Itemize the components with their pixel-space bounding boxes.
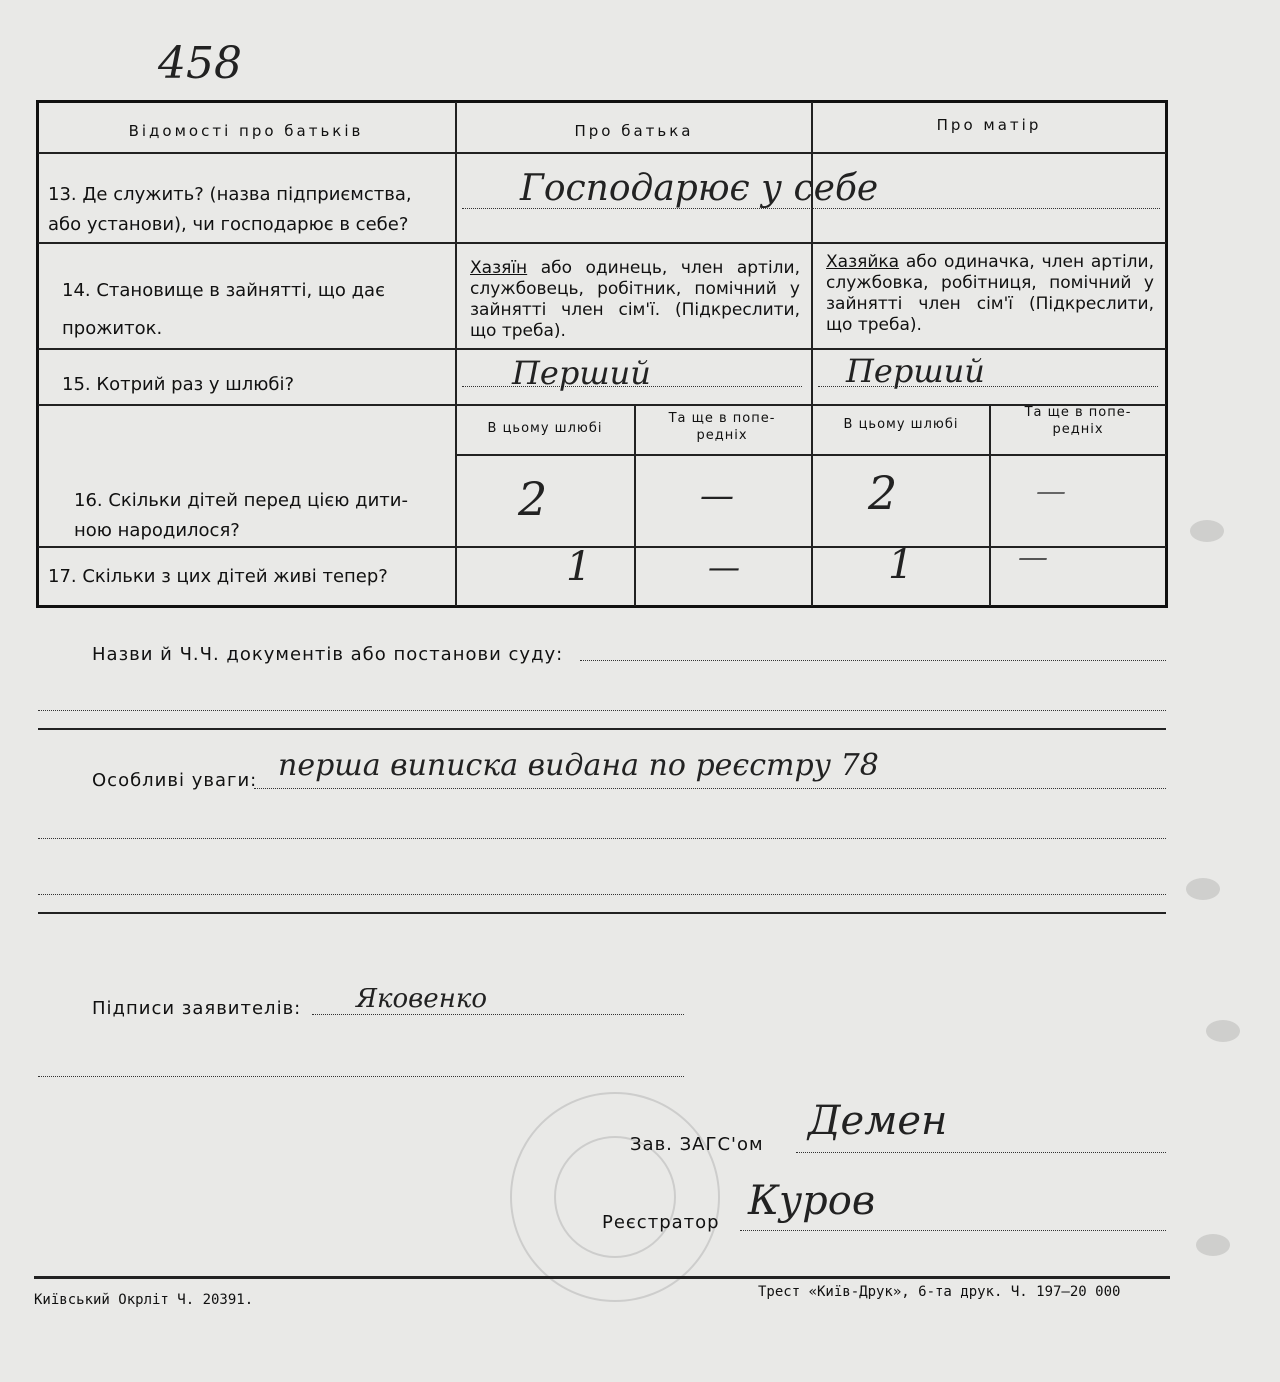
children-born-father-this: 2: [518, 472, 548, 526]
question-14: 14. Становище в зайнятті, що дає прожиток.: [62, 280, 385, 339]
children-alive-mother-previous: —: [1018, 540, 1048, 575]
punch-hole: [1196, 1234, 1230, 1256]
table-row-divider-13: [38, 242, 1166, 244]
table-subheader-divider: [457, 454, 1166, 456]
footer-right: Трест «Київ-Друк», 6-та друк. Ч. 197—20 000: [758, 1284, 1121, 1300]
table-row-divider-14: [38, 348, 1166, 350]
table-subcol-divider-2: [989, 404, 991, 606]
question-16: 16. Скільки дітей перед цією дити- ною народилося?: [74, 490, 408, 541]
signatures-line-1: [312, 1014, 684, 1015]
page-number-handwritten: 458: [158, 38, 242, 89]
father-occupation-options: Хазяїн або одинець, член артіли, службовець, робітник, помічний у зайнятті член сім'ї. (Підкреслити, що треба).: [470, 258, 800, 341]
mother-status-selected: Хазяйка: [826, 252, 900, 272]
punch-hole: [1186, 878, 1220, 900]
remarks-separator: [38, 912, 1166, 914]
children-born-mother-previous: —: [1036, 474, 1066, 509]
remarks-label: Особливі уваги:: [92, 770, 258, 791]
answer-15-father: Перший: [512, 354, 651, 392]
subheader-father-this: В цьому шлюбі: [487, 421, 603, 436]
signatures-label: Підписи заявителів:: [92, 998, 302, 1019]
header-mother: Про матір: [936, 116, 1042, 134]
official-stamp: [510, 1092, 720, 1302]
table-row-divider-header: [38, 152, 1166, 154]
punch-hole: [1206, 1020, 1240, 1042]
signatures-line-2: [38, 1076, 684, 1077]
footer-rule: [34, 1276, 1170, 1279]
table-row-divider-16: [38, 546, 1166, 548]
documents-label: Назви й Ч.Ч. документів або постанови суду:: [92, 644, 564, 665]
head-signature-line: [796, 1152, 1166, 1153]
table-subcol-divider-1: [634, 404, 636, 606]
remarks-line-2: [38, 838, 1166, 839]
header-father: Про батька: [574, 122, 694, 140]
mother-occupation-options: Хазяйка або одиначка, член артіли, службовка, робітниця, помічний у зайнятті член сім'ї (Підкреслити, що треба).: [826, 252, 1154, 335]
registrar-signature-line: [740, 1230, 1166, 1231]
header-info: Відомості про батьків: [128, 122, 364, 140]
remarks-line-1: [254, 788, 1166, 789]
documents-line-2: [38, 710, 1166, 711]
children-born-mother-this: 2: [868, 466, 898, 520]
footer-left: Київський Окрліт Ч. 20391.: [34, 1292, 254, 1308]
children-alive-father-previous: —: [708, 548, 740, 586]
question-15: 15. Котрий раз у шлюбі?: [62, 374, 295, 395]
children-born-father-previous: —: [700, 476, 734, 516]
head-label: Зав. ЗАГС'ом: [630, 1134, 764, 1155]
children-alive-father-this: 1: [566, 544, 592, 590]
answer-15-mother: Перший: [846, 352, 985, 390]
table-col-divider-1: [455, 102, 457, 606]
remarks-line-3: [38, 894, 1166, 895]
head-signature: Демен: [808, 1098, 948, 1144]
registrar-label: Реєстратор: [602, 1212, 720, 1233]
answer-13-handwritten: Господарює у себе: [520, 168, 879, 209]
subheader-father-previous: Та ще в попе- редніх: [668, 411, 776, 443]
documents-line-1: [580, 660, 1166, 661]
applicant-signature: Яковенко: [356, 984, 488, 1014]
registrar-signature: Куров: [748, 1178, 876, 1224]
question-13: 13. Де служить? (назва підприємства, або установи), чи господарює в себе?: [48, 184, 412, 235]
documents-separator: [38, 728, 1166, 730]
children-alive-mother-this: 1: [888, 542, 914, 588]
punch-hole: [1190, 520, 1224, 542]
subheader-mother-this: В цьому шлюбі: [843, 417, 959, 432]
father-status-selected: Хазяїн: [470, 258, 528, 278]
question-17: 17. Скільки з цих дітей живі тепер?: [48, 566, 388, 587]
subheader-mother-previous: Та ще в попе- редніх: [1024, 405, 1132, 437]
remarks-handwritten: перша виписка видана по реєстру 78: [278, 748, 879, 783]
